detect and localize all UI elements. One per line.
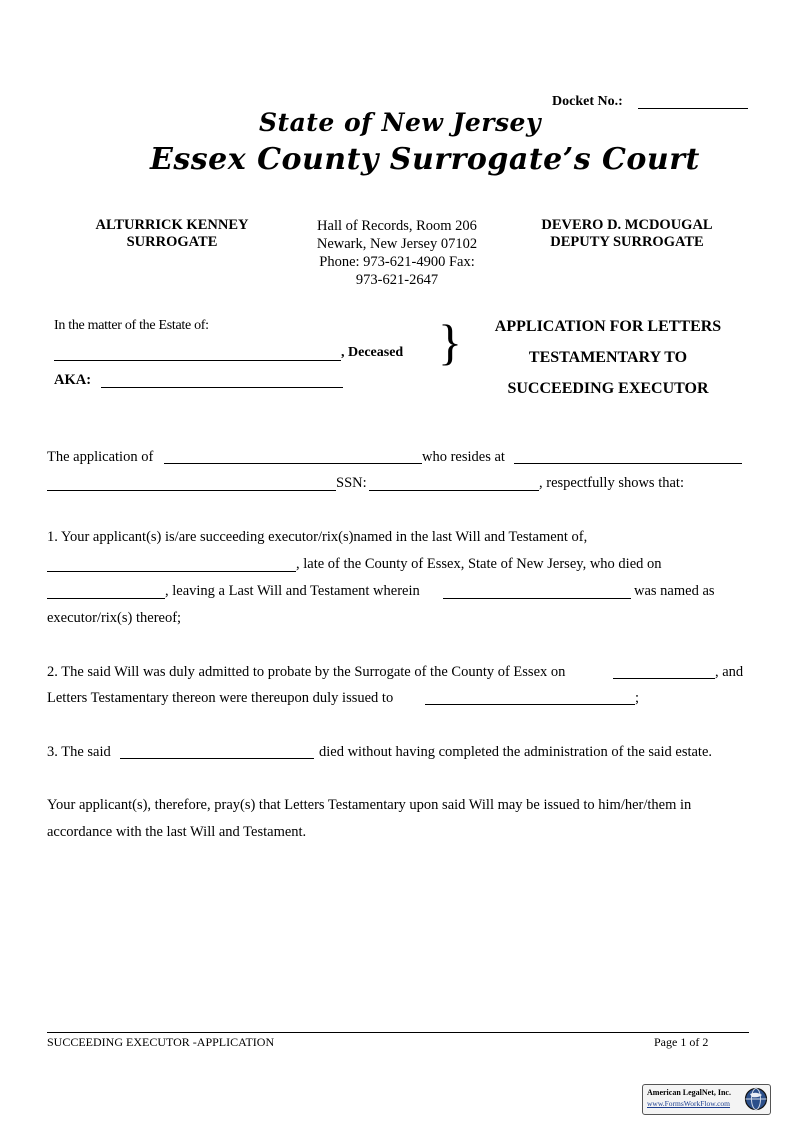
page-number: Page 1 of 2: [654, 1035, 709, 1049]
para2-and: , and: [715, 664, 744, 680]
docket-label: Docket No.:: [552, 94, 623, 109]
para3-end: died without having completed the administration of the said estate.: [319, 744, 713, 760]
applicant-address-blank[interactable]: [514, 451, 742, 464]
globe-icon: [744, 1087, 768, 1111]
ssn-label: SSN:: [336, 475, 367, 491]
state-heading: State of New Jersey: [259, 108, 541, 137]
docket-number-blank[interactable]: [638, 96, 748, 109]
address-line-2: Newark, New Jersey 07102: [316, 236, 478, 252]
caption-brace: }: [438, 314, 462, 370]
logo-website[interactable]: www.FormsWorkFlow.com: [647, 1099, 731, 1108]
decedent-name-blank[interactable]: [54, 348, 341, 361]
para2-line2: Letters Testamentary thereon were thereupon duly issued to: [47, 690, 394, 706]
address-line-4: 973-621-2647: [355, 272, 439, 288]
probate-date-blank[interactable]: [613, 666, 715, 679]
deceased-label: , Deceased: [341, 345, 404, 360]
para1-named-as: was named as: [634, 583, 715, 599]
aka-blank[interactable]: [101, 375, 343, 388]
deputy-name: DEVERO D. MCDOUGAL: [541, 217, 713, 233]
para2-semicolon: ;: [635, 690, 640, 706]
para3-start: 3. The said: [47, 744, 111, 760]
prior-executor-blank[interactable]: [120, 746, 314, 759]
application-of-label: The application of: [47, 449, 154, 465]
address-line-3: Phone: 973-621-4900 Fax:: [319, 254, 475, 270]
letters-issued-to-blank[interactable]: [425, 692, 635, 705]
footer-form-name: SUCCEEDING EXECUTOR -APPLICATION: [47, 1035, 275, 1049]
court-heading: Essex County Surrogate’s Court: [150, 142, 700, 177]
applicant-name-blank[interactable]: [164, 451, 422, 464]
para1-line4: executor/rix(s) thereof;: [47, 610, 182, 626]
para1-line3: , leaving a Last Will and Testament wherein: [165, 583, 420, 599]
para1-line2: , late of the County of Essex, State of New Jersey, who died on: [296, 556, 662, 572]
estate-matter-label: In the matter of the Estate of:: [54, 318, 209, 333]
surrogate-name: ALTURRICK KENNEY: [95, 217, 249, 233]
ssn-blank[interactable]: [369, 478, 539, 491]
address-line-1: Hall of Records, Room 206: [317, 218, 477, 234]
form-title-line-3: SUCCEEDING EXECUTOR: [507, 380, 709, 397]
form-title-line-2: TESTAMENTARY TO: [528, 349, 688, 366]
para2-line1: 2. The said Will was duly admitted to probate by the Surrogate of the County of Essex on: [47, 664, 566, 680]
named-executor-blank[interactable]: [443, 586, 631, 599]
para1-line1: 1. Your applicant(s) is/are succeeding executor/rix(s)named in the last Will and Testament of,: [47, 529, 588, 545]
shows-that-label: , respectfully shows that:: [539, 475, 684, 491]
resides-at-label: who resides at: [422, 449, 505, 465]
footer-divider: [47, 1032, 749, 1033]
surrogate-title: SURROGATE: [126, 234, 218, 250]
court-address: [297, 217, 497, 289]
prayer-paragraph: Your applicant(s), therefore, pray(s) that Letters Testamentary upon said Will may be issued to him/her/them in accordance with the last Will and Testament.: [47, 797, 692, 840]
applicant-address-line-2-blank[interactable]: [47, 478, 336, 491]
aka-label: AKA:: [54, 372, 92, 388]
deputy-title: DEPUTY SURROGATE: [550, 234, 704, 250]
american-legalnet-logo[interactable]: [642, 1084, 771, 1115]
logo-company-name: American LegalNet, Inc.: [647, 1088, 731, 1097]
date-of-death-blank[interactable]: [47, 586, 165, 599]
testator-name-blank[interactable]: [47, 559, 296, 572]
form-title-line-1: APPLICATION FOR LETTERS: [494, 318, 722, 335]
